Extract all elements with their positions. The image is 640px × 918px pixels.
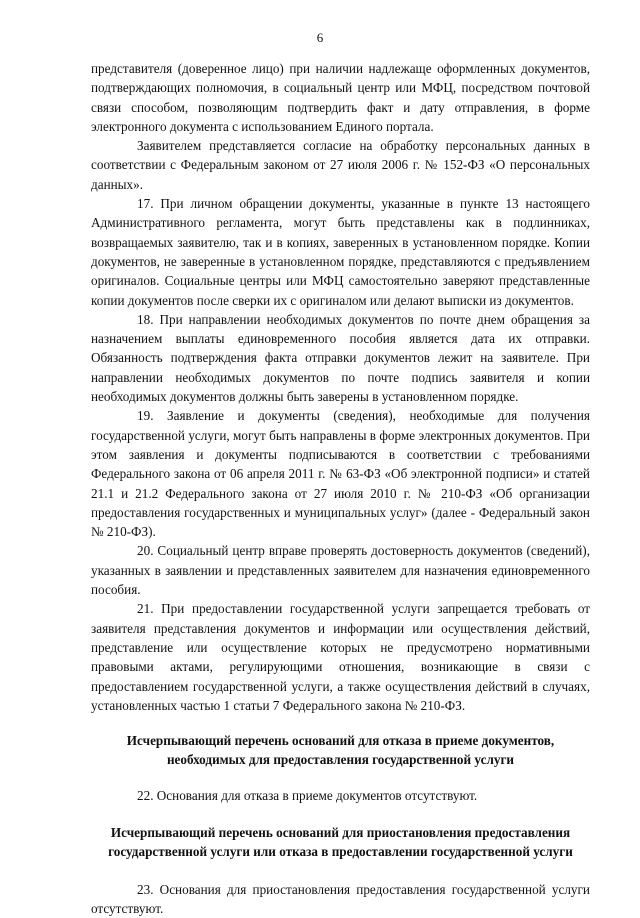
paragraph-17: 17. При личном обращении документы, указанные в пункте 13 настоящего Административного регламента, могут быть представлены как в подлинниках, возвращаемых заявителю, так и в копиях, заверенных в установленном порядке. Копии документов, не заверенные в установленном порядке, представляются с предъявлением оригиналов. Социальные центры или МФЦ самостоятельно заверяют представленные копии документов после сверки их с оригиналом или делают выписки из документов. bbox=[91, 196, 590, 308]
paragraph-21: 21. При предоставлении государственной услуги запрещается требовать от заявителя представления документов и информации или осуществления действий, представление или осуществление которых не предусмотрено нормативными правовыми актами, регулирующими отношения, возникающие в связи с предоставлением государственной услуги, а также осуществления действий в случаях, установленных частью 1 статьи 7 Федерального закона № 210-ФЗ. bbox=[91, 601, 590, 713]
section-heading-refusal bbox=[91, 731, 590, 770]
paragraph-continuation: представителя (доверенное лицо) при наличии надлежаще оформленных документов, подтверждающих полномочия, в социальный центр или МФЦ, посредством почтовой связи способом, позволяющим подтвердить факт и дату отправления, в форме электронного документа с использованием Единого портала. bbox=[91, 61, 590, 134]
section-heading-line: необходимых для предоставления государственной услуги bbox=[166, 752, 515, 768]
paragraph-19: 19. Заявление и документы (сведения), необходимые для получения государственной услуги, могут быть направлены в форме электронных документов. При этом заявления и документы подписываются в соответствии с требованиями Федерального закона от 06 апреля 2011 г. № 63-ФЗ «Об электронной подписи» и статей 21.1 и 21.2 Федерального закона от 27 июля 2010 г. № 210-ФЗ «Об организации предоставления государственных и муниципальных услуг» (далее - Федеральный закон № 210-ФЗ). bbox=[91, 408, 590, 540]
document-body bbox=[91, 59, 590, 918]
section-heading-suspension bbox=[91, 823, 590, 862]
page-number: 6 bbox=[316, 30, 324, 45]
section-heading-line: Исчерпывающий перечень оснований для приостановления предоставления bbox=[110, 824, 571, 840]
section-heading-line: Исчерпывающий перечень оснований для отказа в приеме документов, bbox=[126, 733, 555, 749]
paragraph-23: 23. Основания для приостановления предоставления государственной услуги отсутствуют. bbox=[91, 881, 590, 916]
paragraph-18: 18. При направлении необходимых документов по почте днем обращения за назначением выплаты единовременного пособия является дата их отправки. Обязанность подтверждения факта отправки документов лежит на заявителе. При направлении необходимых документов по почте подпись заявителя и копии необходимых документов должны быть заверены в установленном порядке. bbox=[91, 311, 590, 405]
section-heading-line: государственной услуги или отказа в предоставлении государственной услуги bbox=[108, 844, 573, 860]
paragraph-consent: Заявителем представляется согласие на обработку персональных данных в соответствии с Федеральным законом от 27 июля 2006 г. № 152-ФЗ «О персональных данных». bbox=[91, 138, 590, 192]
paragraph-22: 22. Основания для отказа в приеме документов отсутствуют. bbox=[137, 787, 478, 803]
paragraph-20: 20. Социальный центр вправе проверять достоверность документов (сведений), указанных в заявлении и представленных заявителем для назначения единовременного пособия. bbox=[91, 543, 590, 598]
